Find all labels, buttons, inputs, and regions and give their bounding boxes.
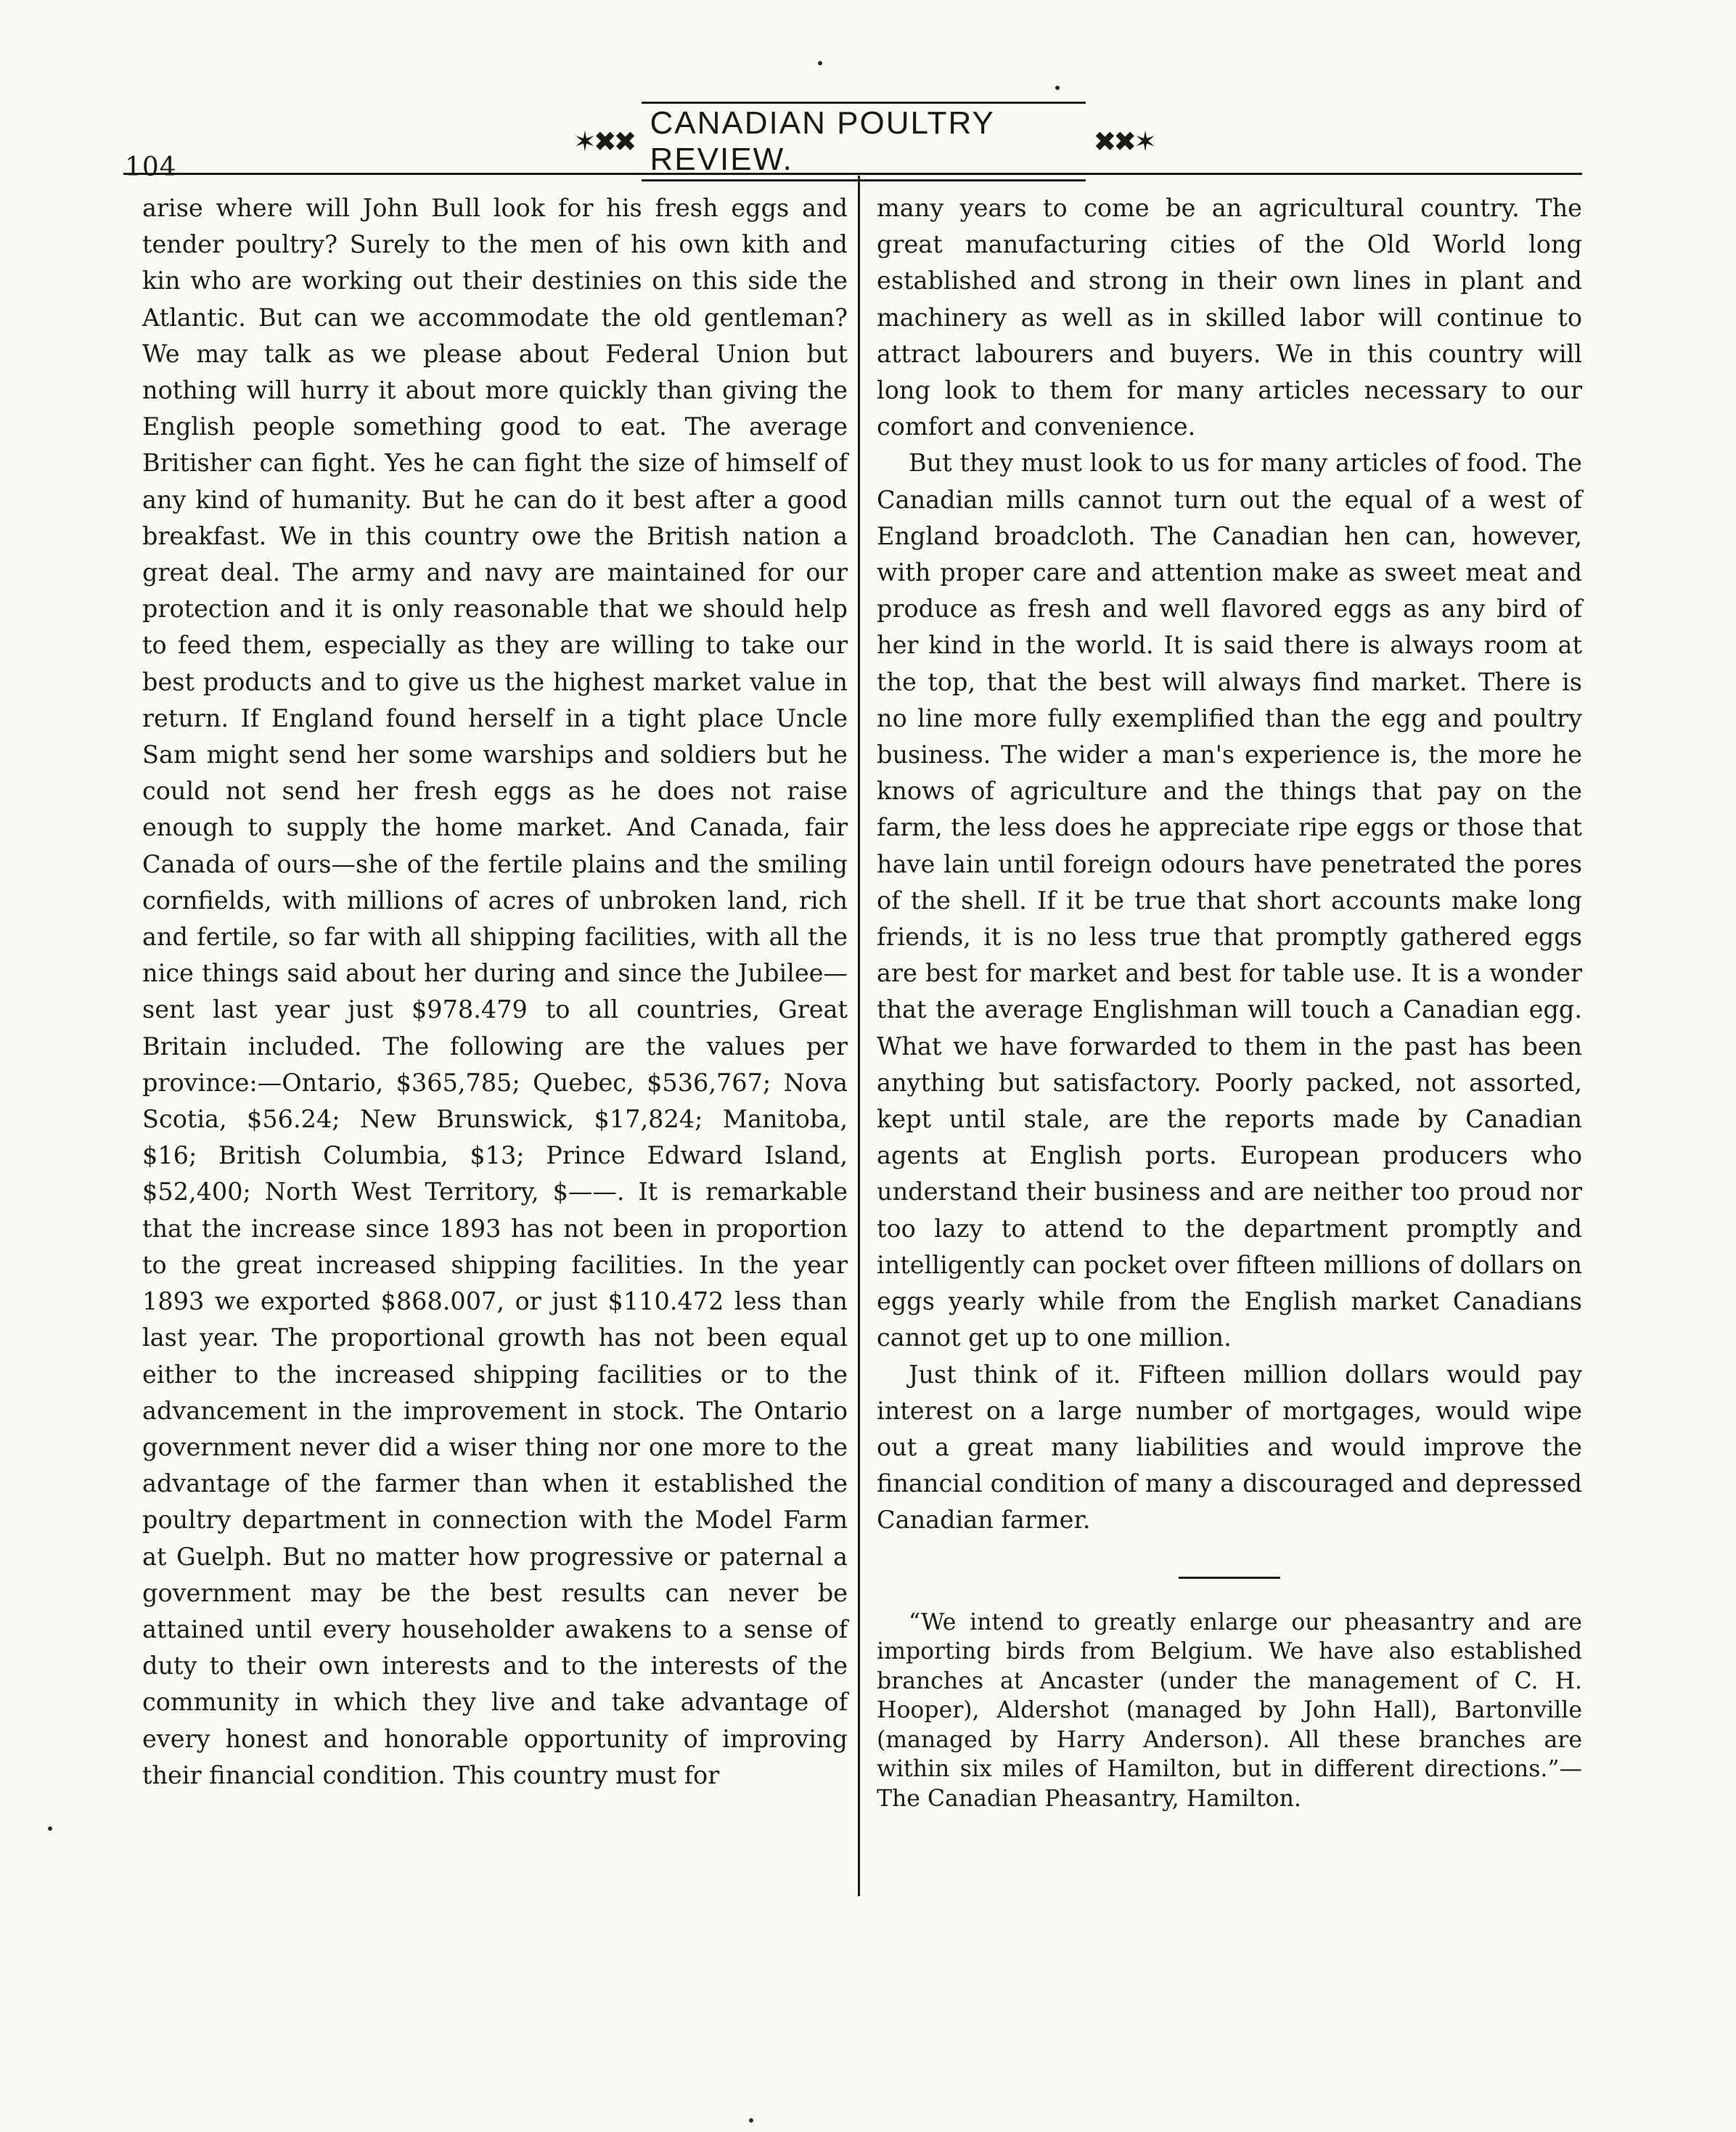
pheasantry-quote: “We intend to greatly enlarge our pheasantry and are importing birds from Belgium. We have also established branches at Ancaster (under the management of C. H. Hooper), Aldershot (managed by John Hall), Bartonville (managed by Harry Anderson). All these branches are within six miles of Hamilton, but in different directions.”—The Canadian Pheasantry, Hamilton. [877,1609,1582,1812]
masthead-ornament-right: ✖✖✶ [1093,126,1154,158]
header-rule [123,173,1582,175]
left-paragraph: arise where will John Bull look for his fresh eggs and tender poultry? Surely to the men of his own kith and kin who are working out their destinies on this side the Atlantic. But can we accommodate the old gentleman? We may talk as we please about Federal Union but nothing will hurry it about more quickly than giving the English people something good to eat. The average Britisher can fight. Yes he can fight the size of himself of any kind of humanity. But he can do it best after a good breakfast. We in this country owe the British nation a great deal. The army and navy are maintained for our protection and it is only reasonable that we should help to feed them, especially as they are willing to take our best products and to give us the highest market value in return. If England found herself in a tight place Uncle Sam might send her some warships and soldiers but he could not send her fresh eggs as he does not raise enough to supply the home market. And Canada, fair Canada of ours—she of the fertile plains and the smiling cornfields, with millions of acres of unbroken land, rich and fertile, so far with all shipping facilities, with all the nice things said about her during and since the Jubilee—sent last year just $978.479 to all countries, Great Britain included. The following are the values per province:—Ontario, $365,785; Quebec, $536,767; Nova Scotia, $56.24; New Brunswick, $17,824; Manitoba, $16; British Columbia, $13; Prince Edward Island, $52,400; North West Territory, $——. It is remarkable that the increase since 1893 has not been in proportion to the great increased shipping facilities. In the year 1893 we exported $868.007, or just $110.472 less than last year. The proportional growth has not been equal either to the increased shipping facilities or to the advancement in the improvement in stock. The Ontario government never did a wiser thing nor one more to the advantage of the farmer than when it established the poultry department in connection with the Model Farm at Guelph. But no matter how progressive or paternal a government may be the best results can never be attained until every householder awakens to a sense of duty to their own interests and to the interests of the community in which they live and take advantage of every honest and honorable opportunity of improving their financial condition. This country must for [142,194,848,1789]
speck-bottom [749,2118,753,2123]
speck-left-margin [48,1826,52,1831]
page-number: 104 [125,152,177,182]
section-separator [1179,1577,1280,1579]
speck-top-right [1055,86,1060,90]
column-divider [858,176,860,1896]
right-paragraph-1: many years to come be an agricultural country. The great manufacturing cities of the Old World long established and strong in their own lines in plant and machinery as well as in skilled labor will continue to attract labourers and buyers. We in this country will long look to them for many articles necessary to our comfort and convenience. [877,194,1582,441]
masthead [573,105,1154,177]
speck-top [818,61,822,65]
masthead-title: CANADIAN POULTRY REVIEW. [642,102,1086,181]
right-paragraph-3: Just think of it. Fifteen million dollars would pay interest on a large number of mortgages, would wipe out a great many liabilities and would improve the financial condition of many a discouraged and depressed Canadian farmer. [877,1360,1582,1535]
right-paragraph-2: But they must look to us for many articles of food. The Canadian mills cannot turn out the equal of a west of England broadcloth. The Canadian hen can, however, with proper care and attention make as sweet meat and produce as fresh and well flavored eggs as any bird of her kind in the world. It is said there is always room at the top, that the best will always find market. There is no line more fully exemplified than the egg and poultry business. The wider a man's experience is, the more he knows of agriculture and the things that pay on the farm, the less does he appreciate ripe eggs or those that have lain until foreign odours have penetrated the pores of the shell. If it be true that short accounts make long friends, it is no less true that promptly gathered eggs are best for market and best for table use. It is a wonder that the average Englishman will touch a Canadian egg. What we have forwarded to them in the past has been anything but satisfactory. Poorly packed, not assorted, kept until stale, are the reports made by Canadian agents at English ports. European producers who understand their business and are neither too proud nor too lazy to attend to the department promptly and intelligently can pocket over fifteen millions of dollars on eggs yearly while from the English market Canadians cannot get up to one million. [877,449,1582,1352]
masthead-ornament-left: ✶✖✖ [573,126,634,158]
right-column [877,190,1582,1813]
left-column [142,190,848,1794]
